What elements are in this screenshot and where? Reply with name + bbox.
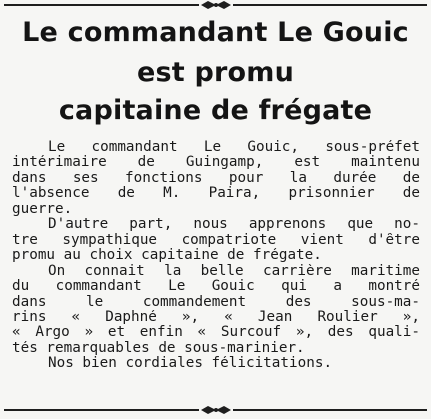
paragraph-1 — [12, 140, 420, 217]
text-line: On connait la belle carrière maritime — [48, 263, 420, 279]
text-line: Nos bien cordiales félicitations. — [48, 356, 333, 372]
paragraph-4 — [12, 356, 420, 371]
text-line: « Argo » et enfin « Surcouf », des quali- — [12, 325, 420, 341]
text-line: rins « Daphné », « Jean Roulier », — [12, 309, 420, 325]
headline-line-3: capitaine de frégate — [58, 95, 373, 126]
top-ornamental-rule — [4, 0, 427, 10]
text-line: D'autre part, nous apprenons que no- — [48, 217, 420, 233]
text-line: promu au choix capitaine de frégate. — [12, 248, 322, 264]
text-line: guerre. — [12, 201, 73, 217]
headline-line-2: est promu — [136, 57, 295, 88]
bottom-ornamental-rule — [4, 405, 427, 415]
article-body — [12, 140, 420, 372]
text-line: tés remarquables de sous-marinier. — [12, 340, 305, 356]
paragraph-3 — [12, 264, 420, 357]
headline-line-1: Le commandant Le Gouic — [22, 17, 409, 48]
text-line: intérimaire de Guingamp, est maintenu — [12, 155, 420, 171]
diamond-ornament-icon — [199, 405, 233, 415]
text-line: dans ses fonctions pour la durée de — [12, 170, 420, 186]
text-line: l'absence de M. Paira, prisonnier de — [12, 186, 420, 202]
diamond-ornament-icon — [199, 0, 233, 10]
text-line: dans le commandement des sous-ma- — [12, 294, 420, 310]
paragraph-2 — [12, 217, 420, 263]
text-line: du commandant Le Gouic qui a montré — [12, 279, 420, 295]
text-line: Le commandant Le Gouic, sous-préfet — [48, 140, 420, 155]
text-line: tre sympathique compatriote vient d'être — [12, 232, 420, 248]
